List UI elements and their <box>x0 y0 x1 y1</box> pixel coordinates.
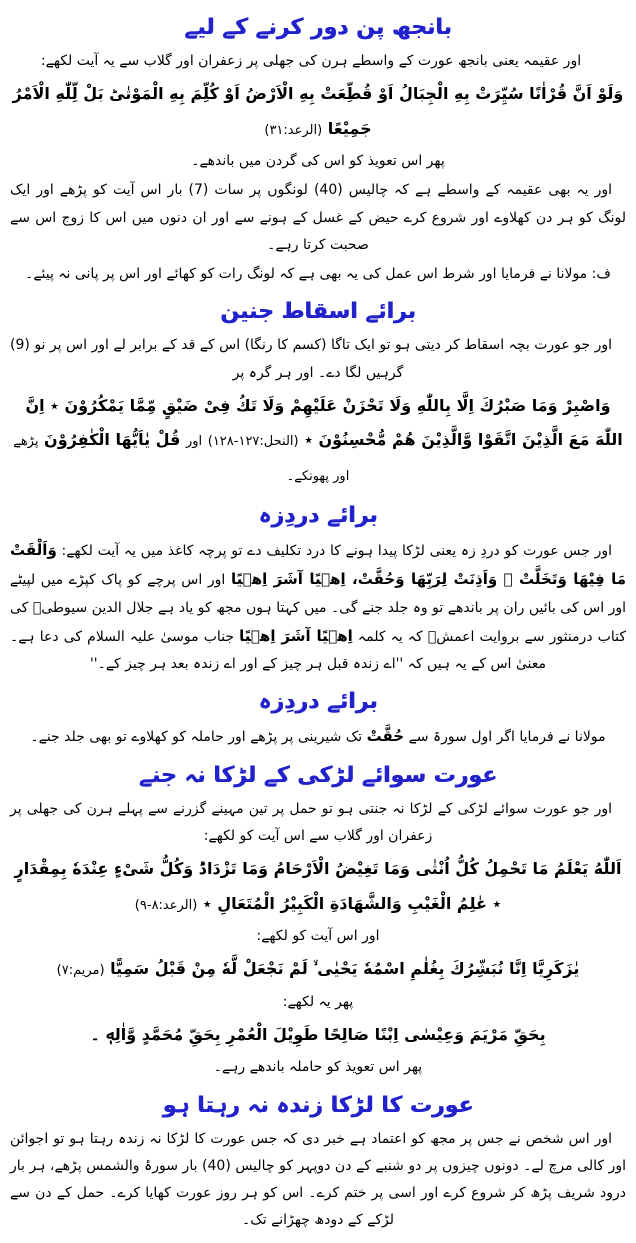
section-child-not-surviving <box>10 1090 626 1235</box>
quran-verse-raad-31 <box>10 77 626 146</box>
instruction-tail: پڑھے اور پھونکے۔ <box>13 434 350 484</box>
verse-text-kafirun: قُلْ یٰاَیُّهَا الْكٰفِرُوْنَ <box>44 430 181 450</box>
arabic-inline-word: حُقَّتْ <box>366 727 405 746</box>
instruction-line: پھر یہ لکھے: <box>282 993 354 1010</box>
urdu-text: مولانا نے فرمایا اگر اول سورۃ سے <box>408 729 606 746</box>
verse-text: یٰزَكَرِیَّا اِنَّا نُبَشِّرُكَ بِغُلٰمِ اسْمُهٗ یَحْیٰی ۙ لَمْ نَجْعَلْ لَّهٗ مِنْ قَبْلُ سَمِیًّا <box>110 959 580 979</box>
mixed-paragraph <box>10 536 626 678</box>
section-heading-miscarriage: برائے اسقاط جنین <box>220 299 416 325</box>
arabic-inline-verse: وَاَلْقَتْ مَا فِیْهَا وَتَخَلَّتْ ۔ وَاَذِنَتْ لِرَبِّهَا وَحُقَّتْ، اِهٖیًا آشَرَ اِهٖیًا <box>10 541 627 589</box>
verse-text: اَللّٰهُ یَعْلَمُ مَا تَحْمِلُ كُلُّ اُنْثٰی وَمَا تَغِیْضُ الْاَرْحَامُ وَمَا تَزْدَادُؕ وَكُلُّ شَیْءٍ عِنْدَهٗ بِمِقْدَارٍ ٭ عٰلِمُ الْغَیْبِ وَالشَّهَادَةِ الْكَبِیْرُ الْمُتَعَالِ ٭ <box>14 859 622 913</box>
section-labour-pain-1 <box>10 500 626 678</box>
section-heading-barrenness: بانجھ پن دور کرنے کے لیے <box>184 15 452 40</box>
section-heading-only-daughters: عورت سوائے لڑکی کے لڑکا نہ جنے <box>138 762 498 788</box>
intro-paragraph: اور جو عورت سوائے لڑکی کے لڑکا نہ جنتی ہو تو حمل پر تین مہینے گزرنے سے پہلے ہرن کی جھلی پر زعفران اور گلاب سے اس آیت کو لکھے: <box>10 800 612 844</box>
urdu-text: جناب موسیٰ علیہ السلام کی دعا ہے۔ معنیٰ اس کے یہ ہیں کہ ''اے زندہ قبل ہر چیز کے اور اے زندہ بعد ہر چیز کے۔'' <box>10 628 547 673</box>
conjunction-word: اور <box>185 434 203 450</box>
urdu-text: اور اس پرچے کو پاک کپڑے میں لپیٹے اور اس کی بائیں ران پر باندھے تو وہ جلد جنے گی۔ میں کہتا ہوں مجھ کو یاد ہے جلال الدین سیوطیؒ کی کتاب درمنثور سے بروایت اعمشؒ کہ یہ کلمہ <box>10 572 626 645</box>
verse-text: وَلَوْ اَنَّ قُرْاٰنًا سُیِّرَتْ بِهِ الْجِبَالُ اَوْ قُطِّعَتْ بِهِ الْاَرْضُ اَوْ كُلِّمَ بِهِ الْمَوْتٰیؕ بَلْ لِّلّٰهِ الْاَمْرُ جَمِیْعًا <box>12 84 624 138</box>
verse-reference: (النحل:۱۲۷-۱۲۸) <box>207 434 299 450</box>
footnote-line: ف: مولانا نے فرمایا اور شرط اس عمل کی یہ بھی ہے کہ لونگ رات کو کھائے اور اس پر پانی نہ پیئے۔ <box>25 266 611 283</box>
verse-reference: (مریم:۷) <box>56 963 105 979</box>
quran-verse-maryam-7 <box>10 952 626 986</box>
arabic-inline-phrase: اِهٖیًا آشَرَ اِهٖیًا <box>239 626 353 645</box>
quran-verse-nahl-127-128 <box>10 389 626 492</box>
urdu-text: اور جس عورت کو دردِ زہ یعنی لڑکا پیدا ہونے کا درد تکلیف دے تو پرچہ کاغذ میں یہ آیت لکھے: <box>61 543 612 559</box>
urdu-text: تک شیرینی پر پڑھے اور حاملہ کو کھلاوے تو بھی جلد جنے۔ <box>30 729 363 746</box>
section-heading-child-not-surviving: عورت کا لڑکا زندہ نہ رہتا ہو <box>162 1092 474 1118</box>
quran-verse-raad-8-9 <box>10 852 626 921</box>
second-method-paragraph: اور یہ بھی عقیمہ کے واسطے ہے کہ چالیس (40) لونگوں پر سات (7) بار اس آیت کو پڑھے اور ایک لونگ کو ہر دن کھلاوے اور شروع کرے حیض کے غسل کے ہونے سے اور ان دنوں میں اس کا زوج اس سے صحبت کرتا رہے۔ <box>10 182 626 253</box>
section-labour-pain-2 <box>10 686 626 751</box>
mixed-paragraph <box>10 722 626 751</box>
verse-reference: (الرعد:۸-۹) <box>134 897 198 913</box>
section-heading-labour-pain-2: برائے دردِزہ <box>258 689 378 715</box>
verse-reference: (الرعد:۳۱) <box>264 122 323 138</box>
verse-text: وَاصْبِرْ وَمَا صَبْرُكَ اِلَّا بِاللّٰهِ وَلَا تَحْزَنْ عَلَیْهِمْ وَلَا تَكُ فِیْ ضَیْقٍ مِّمَّا یَمْكُرُوْنَ ٭ اِنَّ اللّٰهَ مَعَ الَّذِیْنَ اتَّقَوْا وَّالَّذِیْنَ هُمْ مُّحْسِنُوْنَ ٭ <box>25 395 623 450</box>
section-miscarriage <box>10 296 626 492</box>
section-heading-labour-pain-1: برائے دردِزہ <box>258 503 378 529</box>
section-barrenness-cure <box>10 12 626 288</box>
dua-text: بِحَقِّ مَرْیَمَ وَعِیْسٰی اِبْنًا صَالِحًا طَوِیْلَ الْعُمْرِ بِحَقِّ مُحَمَّدٍ وَّاٰلِهٖ ۔ <box>90 1024 546 1044</box>
body-paragraph: اور اس شخص نے جس پر مجھ کو اعتماد ہے خبر دی کہ جس عورت کا لڑکا نہ زندہ رہتا ہو تو اجوائن اور کالی مرچ لے۔ دونوں چیزوں پر دو شنبے کے دن دوپہر کو چالیس (40) بار سورۂ والشمس پڑھے، ہر بار درود شریف پڑھ کر شروع کرے اور اسی پر ختم کرے۔ اس کو ہر روز عورت کھایا کرے۔ حمل کے دن سے لڑکے کے دودھ چھڑانے تک۔ <box>10 1130 627 1229</box>
intro-paragraph: اور جو عورت بچہ اسقاط کر دیتی ہو تو ایک تاگا (کسم کا رنگا) اس کے قد کے برابر لے اور اس پر نو (9) گرہیں لگا دے۔ اور ہر گرہ پر <box>10 337 612 381</box>
instruction-line: اور اس آیت کو لکھے: <box>256 927 380 944</box>
instruction-line: پھر اس تعویذ کو اس کی گردن میں باندھے۔ <box>191 152 445 169</box>
closing-line: پھر اس تعویذ کو حاملہ باندھے رہے۔ <box>213 1059 423 1076</box>
section-only-daughters <box>10 760 626 1082</box>
intro-paragraph: اور عقیمہ یعنی بانجھ عورت کے واسطے ہرن کی جھلی پر زعفران اور گلاب سے یہ آیت لکھے: <box>40 52 582 69</box>
